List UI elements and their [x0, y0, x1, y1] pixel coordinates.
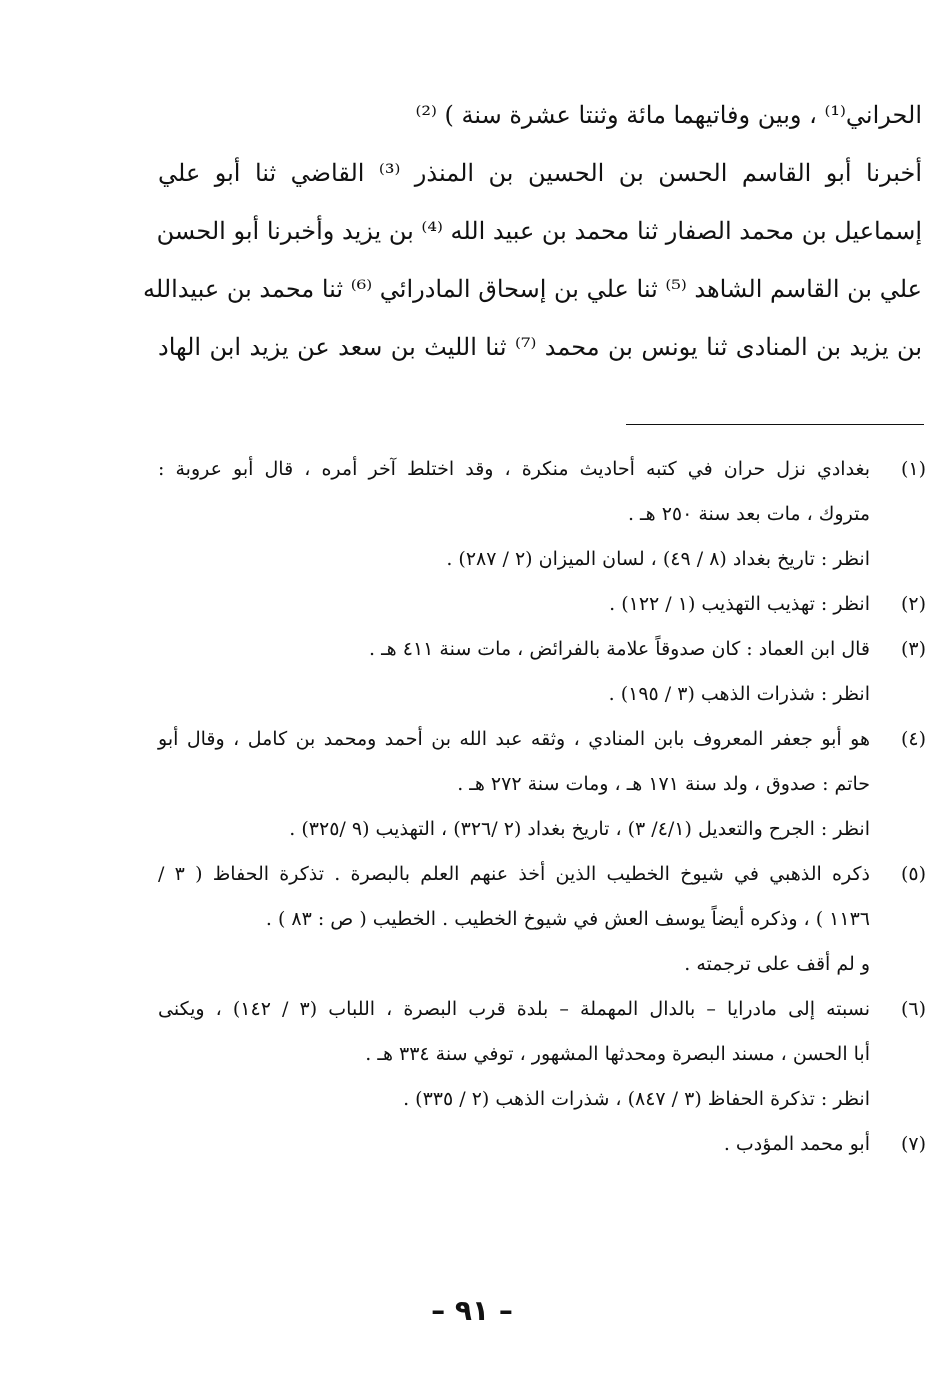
footnote-line: ١١٣٦ ) ، وذكره أيضاً يوسف العش في شيوخ الخطيب . الخطيب ( ص : ٨٣ ) .	[265, 908, 870, 930]
footnote-line: أبا الحسن ، مسند البصرة ومحدثها المشهور ، توفي سنة ٣٣٤ هـ .	[365, 1043, 870, 1065]
footnote-line: حاتم : صدوق ، ولد سنة ١٧١ هـ ، ومات سنة ٢٧٢ هـ .	[457, 773, 870, 795]
footnote-5	[158, 852, 926, 987]
footnote-number: (٥)	[900, 863, 926, 885]
footnote-line: متروك ، مات بعد سنة ٢٥٠ هـ .	[627, 503, 870, 525]
page-number: – ٩١ –	[431, 1294, 513, 1327]
footnote-1	[158, 447, 926, 582]
footnote-2	[158, 582, 926, 627]
footnote-number: (٣)	[900, 638, 926, 660]
footnotes	[158, 447, 926, 1167]
footnote-7	[158, 1122, 926, 1167]
main-text-line: أخبرنا أبو القاسم الحسن بن الحسين بن المنذر ⁽³⁾ القاضي ثنا أبو علي	[158, 159, 922, 187]
footnote-line: ذكره الذهبي في شيوخ الخطيب الذين أخذ عنهم العلم بالبصرة . تذكرة الحفاظ ( ٣ /	[158, 863, 870, 885]
footnote-number: (٢)	[900, 593, 926, 615]
main-text-line: علي بن القاسم الشاهد ⁽⁵⁾ ثنا علي بن إسحاق المادرائي ⁽⁶⁾ ثنا محمد بن عبيدالله	[143, 275, 922, 303]
footnote-divider	[626, 424, 924, 425]
footnote-line: انظر : تاريخ بغداد (٨ / ٤٩) ، لسان الميزان (٢ / ٢٨٧) .	[446, 548, 870, 570]
footnote-4	[158, 717, 926, 852]
main-text-line: إسماعيل بن محمد الصفار ثنا محمد بن عبيد الله ⁽⁴⁾ بن يزيد وأخبرنا أبو الحسن	[156, 217, 922, 245]
footnote-line: انظر : الجرح والتعديل (٤/١/ ٣) ، تاريخ بغداد (٢ /٣٢٦) ، التهذيب (٩ /٣٢٥) .	[289, 818, 870, 840]
footnote-6	[158, 987, 926, 1122]
footnote-number: (٧)	[900, 1133, 926, 1155]
footnote-3	[158, 627, 926, 717]
footnote-number: (١)	[900, 458, 926, 480]
footnote-line: أبو محمد المؤدب .	[723, 1133, 870, 1155]
footnote-line: انظر : تذكرة الحفاظ (٣ / ٨٤٧) ، شذرات الذهب (٢ / ٣٣٥) .	[403, 1088, 870, 1110]
main-text-line: بن يزيد بن المنادى ثنا يونس بن محمد ⁽⁷⁾ ثنا الليث بن سعد عن يزيد ابن الهاد	[158, 333, 922, 361]
footnote-line: و لم أقف على ترجمته .	[684, 953, 870, 975]
footnote-line: انظر : شذرات الذهب (٣ / ١٩٥) .	[608, 683, 870, 705]
main-text	[143, 86, 922, 376]
footnote-line: نسبته إلى مادرايا – بالدال المهملة – بلدة قرب البصرة ، اللباب (٣ / ١٤٢) ، ويكنى	[158, 998, 870, 1020]
footnote-line: بغدادي نزل حران في كتبه أحاديث منكرة ، وقد اختلط آخر أمره ، قال أبو عروبة :	[158, 458, 870, 480]
main-text-line: الحراني⁽¹⁾ ، وبين وفاتيهما مائة وثنتا عشرة سنة ) ⁽²⁾	[415, 101, 922, 129]
footnote-number: (٤)	[900, 728, 926, 750]
footnote-number: (٦)	[900, 998, 926, 1020]
footnote-line: قال ابن العماد : كان صدوقاً علامة بالفرائض ، مات سنة ٤١١ هـ .	[369, 638, 870, 660]
footnote-line: انظر : تهذيب التهذيب (١ / ١٢٢) .	[609, 593, 870, 615]
footnote-line: هو أبو جعفر المعروف بابن المنادي ، وثقه عبد الله بن أحمد ومحمد بن كامل ، وقال أبو	[158, 728, 870, 750]
